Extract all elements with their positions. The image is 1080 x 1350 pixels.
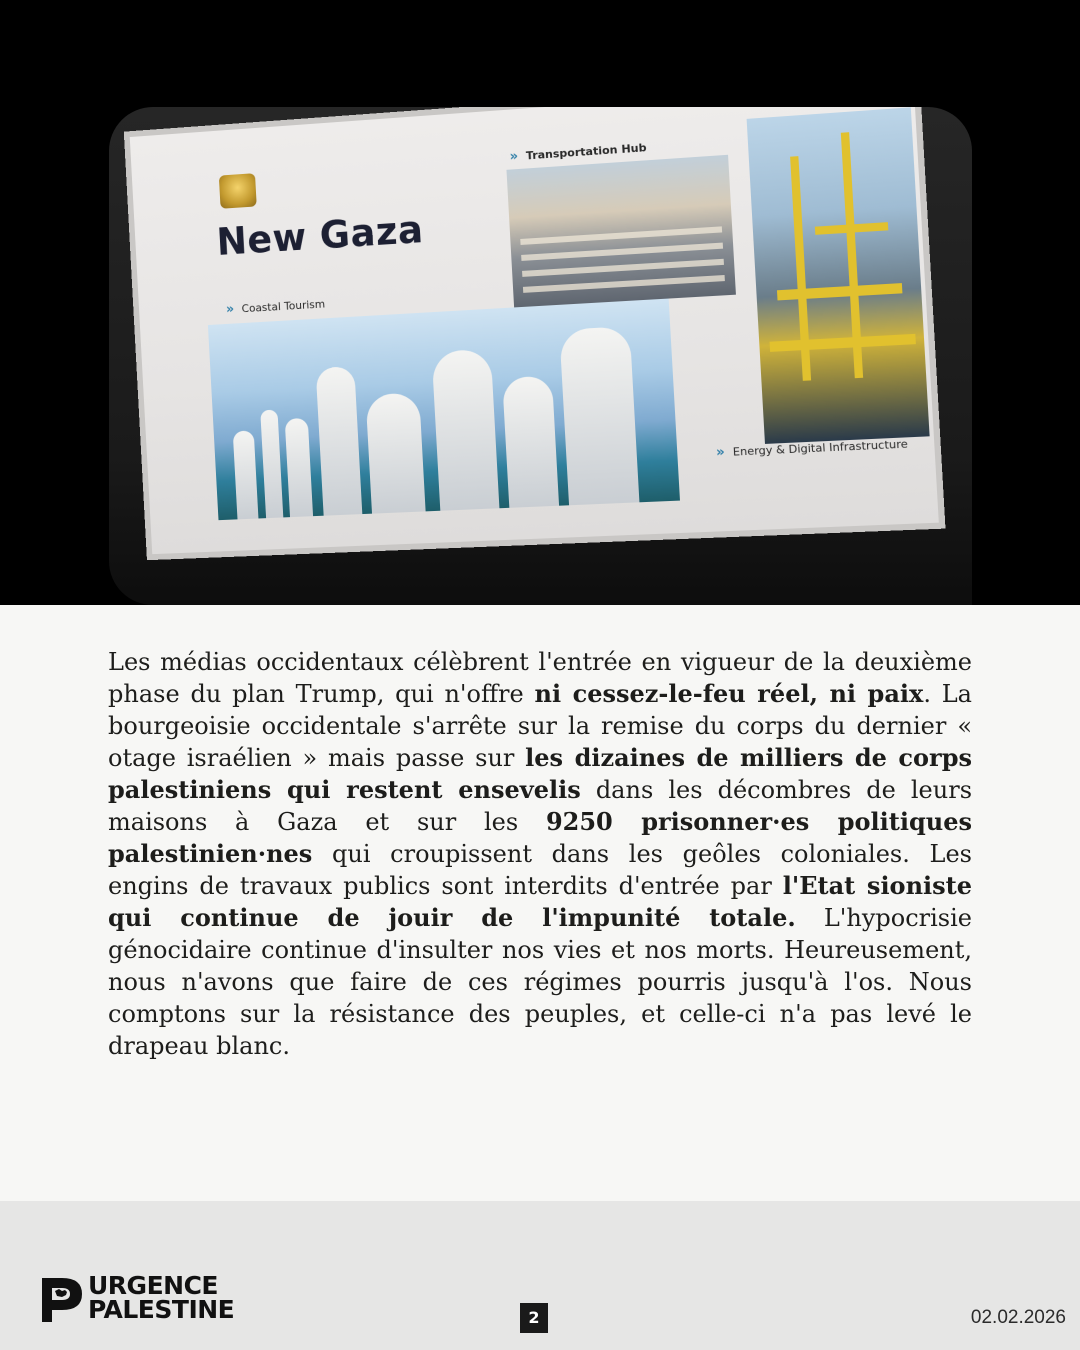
- energy-infrastructure-image: [747, 107, 930, 444]
- urgence-palestine-logo-icon: [40, 1276, 84, 1322]
- article-paragraph: Les médias occidentaux célèbrent l'entrée en vigueur de la deuxième phase du plan Trump, qui n'offre ni cessez-le-feu réel, ni paix. La bourgeoisie occidentale s'arrête sur la remise du corps du dernier « otage israélien » mais passe sur les dizaines de milliers de corps palestiniens qui restent ensevelis dans les décombres de leurs maisons à Gaza et sur les 9250 prisonner·es politiques palestinien·nes qui croupissent dans les geôles coloniales. Les engins de travaux publics sont interdits d'entrée par l'Etat sioniste qui continue de jouir de l'impunité totale. L'hypocrisie génocidaire continue d'insulter nos vies et nos morts. Heureusement, nous n'avons que faire de ces régimes pourris jusqu'à l'os. Nous comptons sur la résistance des peuples, et celle-ci n'a pas levé le drapeau blanc.: [108, 648, 973, 1060]
- projection-screen: [130, 107, 939, 554]
- transportation-hub-image: [506, 155, 735, 308]
- brand-name: URGENCE PALESTINE: [88, 1271, 235, 1324]
- crest-logo: [219, 173, 257, 209]
- chevron-right-icon: »: [225, 301, 235, 318]
- page-number-badge: 2: [520, 1303, 548, 1333]
- new-gaza-presentation-photo: [109, 107, 972, 605]
- energy-digital-infrastructure-label: » Energy & Digital Infrastructure: [715, 437, 909, 461]
- emphasis-text: 9250 prisonner·es politiques palestinien·nes: [108, 807, 972, 868]
- coastal-tourism-label: » Coastal Tourism: [225, 297, 326, 318]
- footer: [0, 1201, 1080, 1350]
- coastal-tourism-image: [208, 299, 680, 521]
- post-date: 02.02.2026: [970, 1307, 1066, 1328]
- emphasis-text: les dizaines de milliers de corps palestiniens qui restent ensevelis: [108, 743, 972, 804]
- chevron-right-icon: »: [715, 444, 726, 461]
- slide-title: New Gaza: [215, 207, 425, 264]
- chevron-right-icon: »: [509, 149, 519, 165]
- transportation-hub-label: » Transportation Hub: [509, 141, 647, 165]
- emphasis-text: l'Etat sioniste qui continue de jouir de l'impunité totale.: [108, 871, 973, 932]
- emphasis-text: ni cessez-le-feu réel, ni paix: [534, 679, 924, 708]
